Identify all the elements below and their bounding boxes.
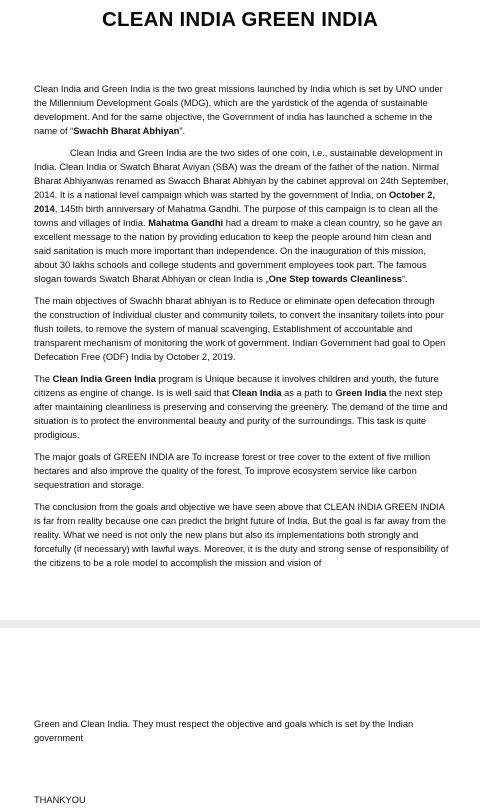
page-two [0,628,480,811]
text-run: ”. [179,126,186,136]
bold-text: Mahatma Gandhi [148,218,224,228]
paragraph-continuation: Green and Clean India. They must respect the objective and goals which is set by the Indian government [34,719,414,743]
bold-text: Clean India Green India [52,374,156,384]
paragraph-history [34,146,450,286]
text-run: “. [401,274,408,284]
paragraph-intro [34,82,450,138]
bold-text: Clean India [231,388,282,398]
bold-text: Green India [335,388,387,398]
text-run: , 145th birth anniversary of Mahatma Gandhi. The purpose of this campaign is to clean all the towns and villages of India. [34,204,438,228]
text-run: program is Unique because it involves children and youth, the future citizens as engine of change. Is is well said that [34,374,439,398]
bold-text: One Step towards Cleanliness [268,274,402,284]
document-body [34,82,450,578]
paragraph-goals: The major goals of GREEN INDIA are To increase forest or tree cover to the extent of five million hectares and also improve the quality of the forest, To improve ecosystem service like carbon sequestration and storage. [34,452,431,490]
text-run: had a dream to make a clean country, so he gave an excellent message to the nation by providing education to keep the people around him clean and said sanitation is much more important than independence. On the inauguration of this mission, about 30 lakhs schools and college students and government employees took part. The famous slogan towards Swatch Bharat Abhiyan or clean India is „ [34,218,443,284]
text-run: as a path to [281,388,336,398]
paragraph-program [34,372,450,442]
text-run: Clean India and Green India are the two sides of one coin, i.e., sustainable development in India. Clean India or Swatch Bharat Aviyan (SBA) was the dream of the father of the nation. Nirmal Bharat Abhiyanwas renamed as Swacch Bharat Abhiyan by the cabinet approval on 24th September, 2014. It is a national level campaign which was started by the government of India, on [34,148,449,200]
bold-text: October 2, 2014 [34,190,436,214]
paragraph-objectives: The main objectives of Swachh bharat abhiyan is to Reduce or eliminate open defecation through the construction of Individual cluster and community toilets, to convert the insanitary toilets into pour flush toilets, to remove the system of manual scavenging, Establishment of accountable and transparent mechanism of monitoring the work of government. Indian Government had goal to Open Defecation Free (ODF) India by October 2, 2019. [34,296,446,362]
text-run: the next step after maintaining cleanliness is preserving and conserving the greenery. The demand of the time and situation is to protect the environmental beauty and purity of the surroundings. This task is quite prodigious. [34,388,448,440]
text-run: The [34,374,53,384]
page-break [0,620,480,628]
paragraph-conclusion: The conclusion from the goals and objective we have seen above that CLEAN INDIA GREEN INDIA is far from reality because one can predict the bright future of India. But the goal is far away from the reality. What we need is not only the new plans but also its implementations both strongly and forcefully (if necessary) with lawful ways. Moreover, it is the duty and strong sense of responsibility of the citizens to be a role model to accomplish the mission and vision of [34,502,449,568]
closing-text: THANKYOU [34,795,86,805]
bold-text: Swachh Bharat Abhiyan [73,126,180,136]
text-run: Clean India and Green India is the two great missions launched by India which is set by UNO under the Millennium Development Goals (MDG), which are the yardstick of the agenda of sustainable development. And for the same objective, the Government of india has launched a scheme in the name of “ [34,84,443,136]
document-title: CLEAN INDIA GREEN INDIA [101,8,379,31]
